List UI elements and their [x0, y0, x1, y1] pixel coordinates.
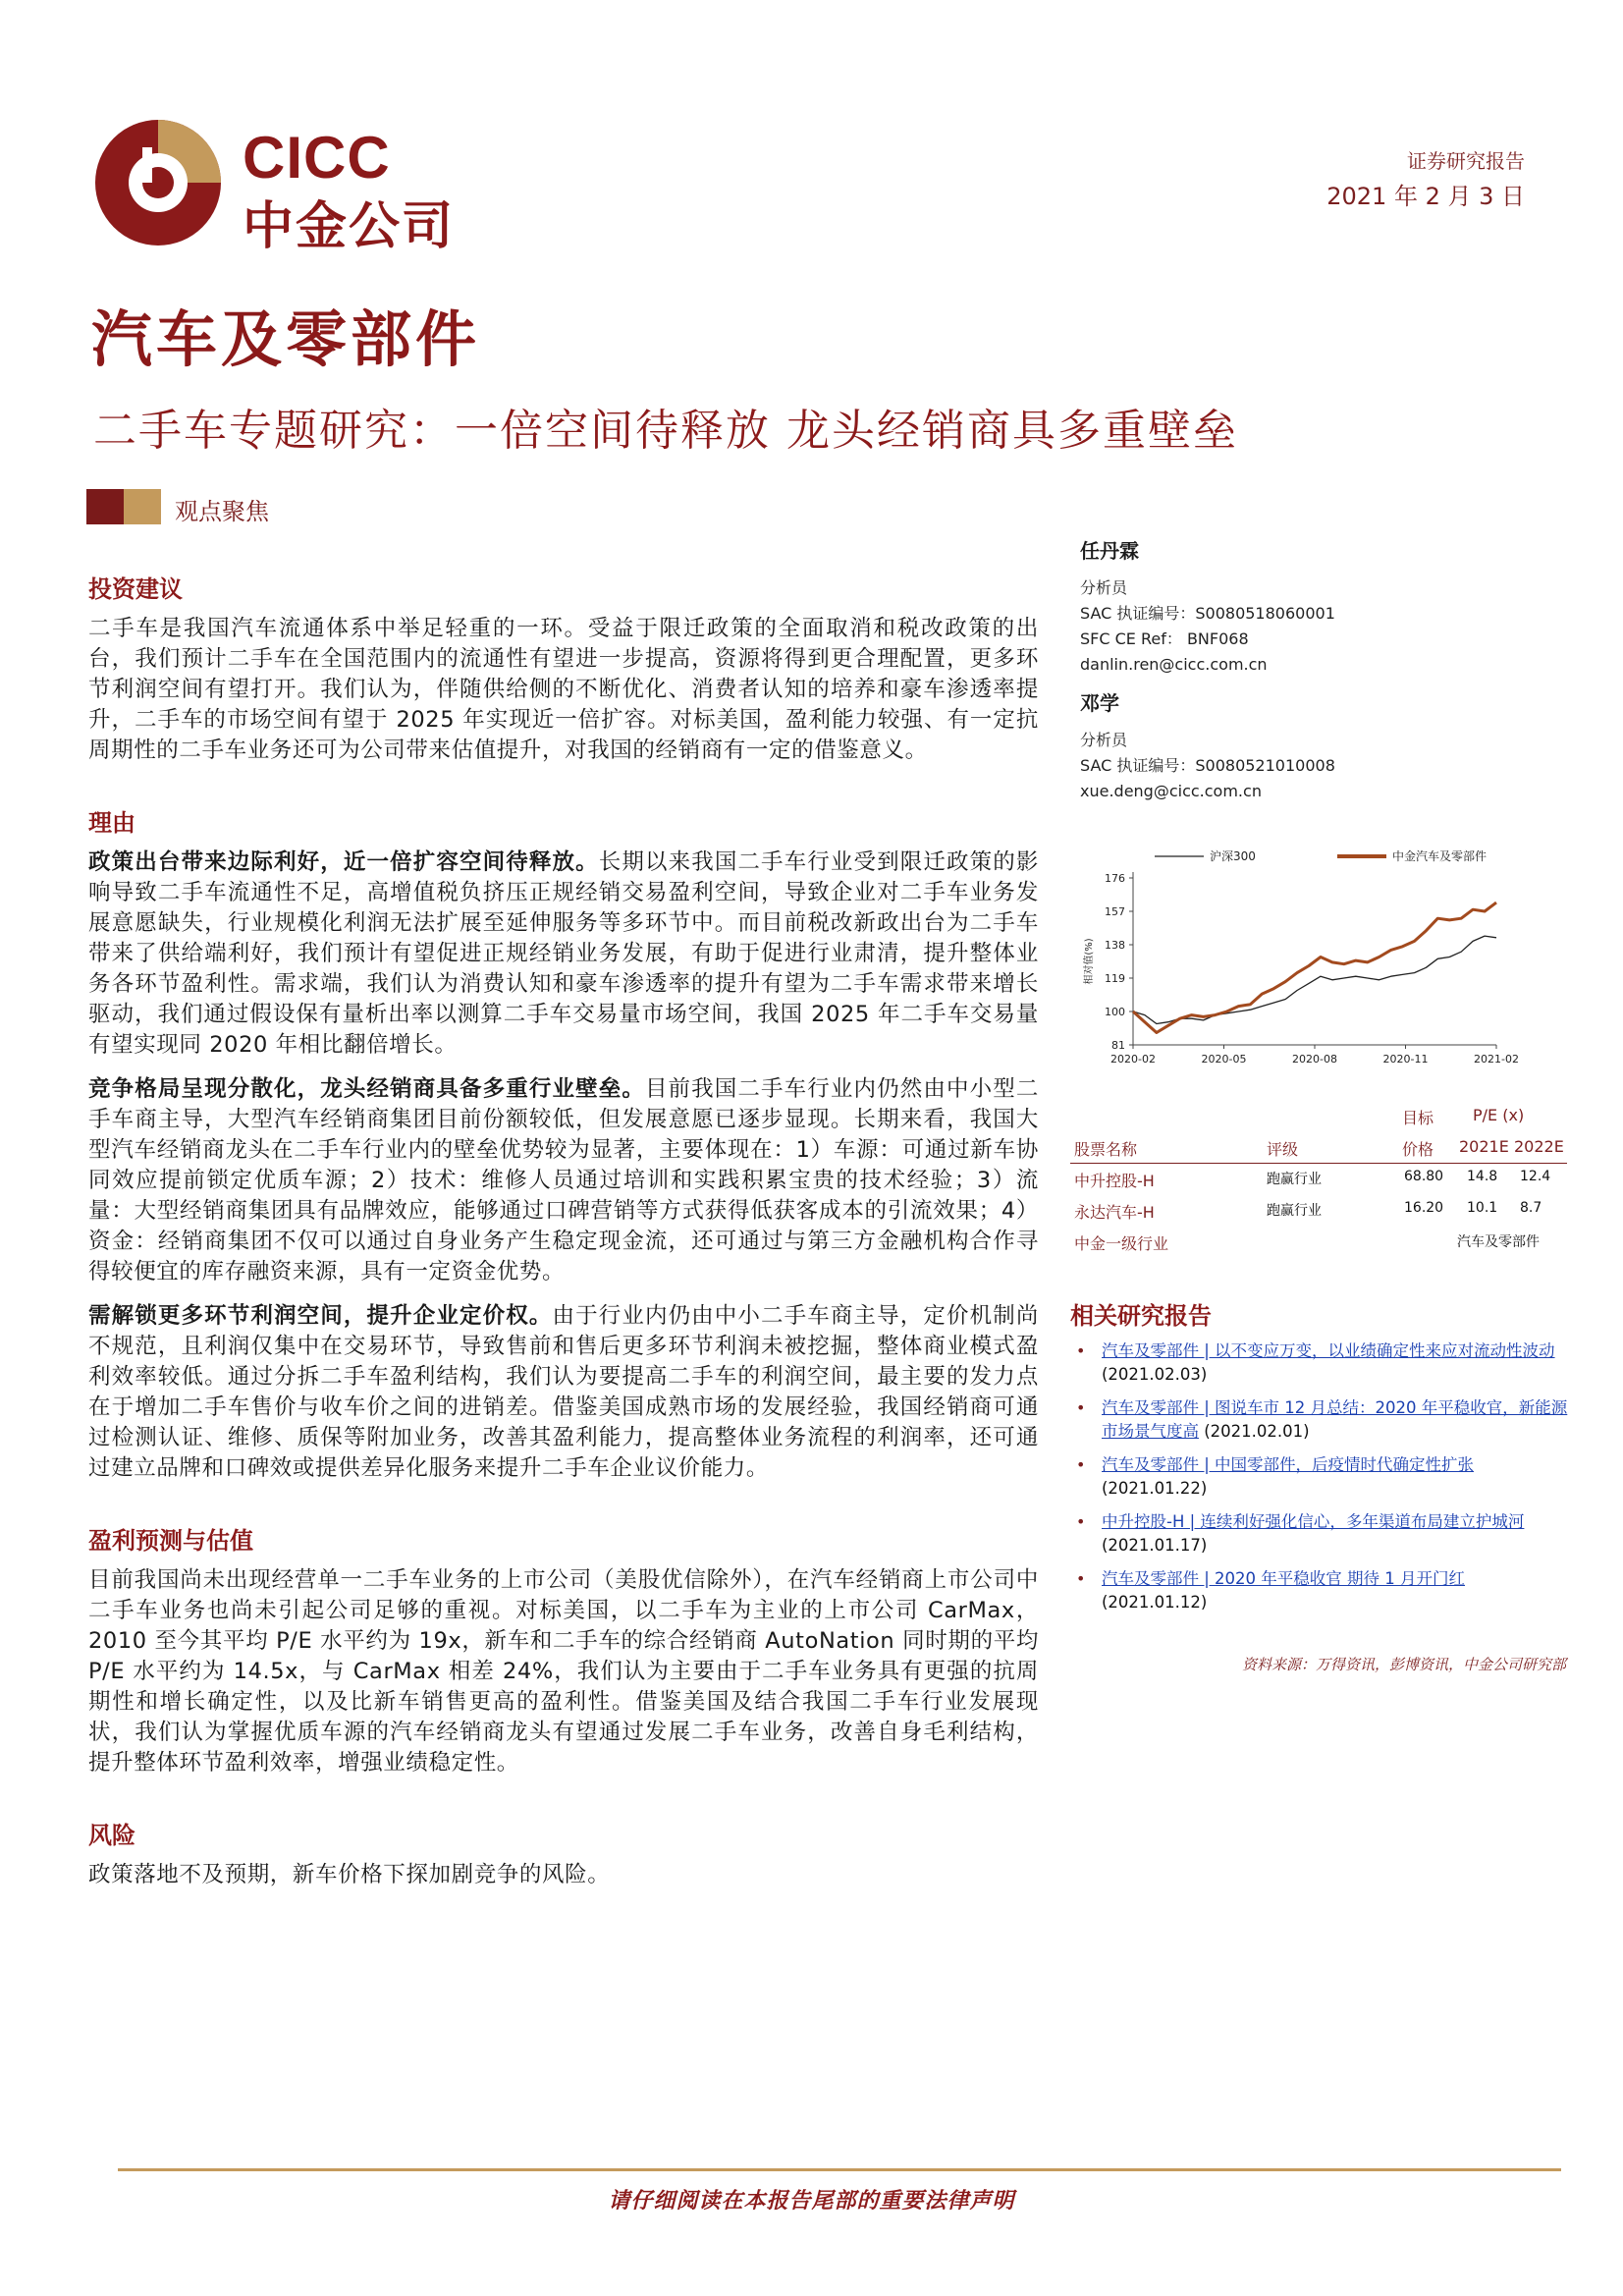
- list-item: [1072, 1339, 1569, 1387]
- reason-paragraph-1: [88, 847, 1039, 1061]
- source-note: 资料来源：万得资讯，彭博资讯，中金公司研究部: [1241, 1656, 1566, 1673]
- tag-marker: [86, 489, 161, 524]
- analyst-sfc: SFC CE Ref： BNF068: [1080, 629, 1249, 648]
- bullet-icon: •: [1076, 1512, 1086, 1531]
- y-tick-label: 100: [1105, 1006, 1125, 1018]
- stock-rating: 跑赢行业: [1267, 1172, 1322, 1187]
- bullet-icon: •: [1076, 1398, 1086, 1417]
- reason-paragraph-3: [88, 1301, 1039, 1484]
- analyst-role: 分析员: [1080, 578, 1128, 597]
- stock-price: 68.80: [1404, 1169, 1444, 1184]
- related-report-date: (2021.01.12): [1102, 1593, 1208, 1612]
- related-reports-title: 相关研究报告: [1070, 1302, 1212, 1330]
- y-axis-label: 相对值(%): [1084, 938, 1095, 985]
- cicc-logo-mark-icon: [93, 118, 223, 247]
- cicc-logo: [93, 118, 457, 255]
- related-report-date: (2021.01.22): [1102, 1479, 1208, 1498]
- col-name-label: 股票名称: [1074, 1140, 1138, 1159]
- table-head-row-2: [1070, 1131, 1567, 1163]
- analyst-sac: SAC 执证编号：S0080518060001: [1080, 604, 1335, 623]
- section-title-valuation: 盈利预测与估值: [88, 1527, 253, 1555]
- reason-p1-text: 长期以来我国二手车行业受到限迁政策的影响导致二手车流通性不足，高增值税负挤压正规经销交易盈利空间，导致企业对二手车业务发展意愿缺失，行业规模化利润无法扩展至延伸服务等多环节中。而目前税改新政出台为二手车带来了供给端利好，我们预计有望促进正规经销业务发展，有助于促进行业肃清，提升整体业务各环节盈利性。需求端，我们认为消费认知和豪车渗透率的提升有望为二手车需求带来增长驱动，我们通过假设保有量析出率以测算二手车交易量市场空间，我国 2025 年二手车交易量有望实现同 2020 年相比翻倍增长。: [88, 849, 1040, 1058]
- valuation-body: 目前我国尚未出现经营单一二手车业务的上市公司（美股优信除外），在汽车经销商上市公司中二手车业务也尚未引起公司足够的重视。对标美国，以二手车为主业的上市公司 CarMax，2010 至今其平均 P/E 水平约为 19x，新车和二手车的综合经销商 AutoNation 同时期的平均 P/E 水平约为 14.5x，与 CarMax 相差 24%，我们认为主要由于二手车业务具有更强的抗周期性和增长确定性，以及比新车销售更高的盈利性。借鉴美国及结合我国二手车行业发展现状，我们认为掌握优质车源的汽车经销商龙头有望通过发展二手车业务，改善自身毛利结构，提升整体环节盈利效率，增强业绩稳定性。: [88, 1567, 1039, 1776]
- col-pe-label: P/E (x): [1473, 1106, 1525, 1124]
- legend-label: 沪深300: [1210, 849, 1256, 863]
- related-reports-list: [1072, 1339, 1569, 1624]
- y-tick-label: 119: [1105, 972, 1125, 985]
- y-tick-label: 176: [1105, 872, 1125, 885]
- related-report-link[interactable]: 汽车及零部件 | 2020 年平稳收官 期待 1 月开门红: [1102, 1569, 1466, 1588]
- legend-label: 中金汽车及零部件: [1392, 849, 1488, 863]
- chart-svg: [1072, 845, 1571, 1080]
- stock-name: 永达汽车-H: [1074, 1203, 1155, 1222]
- col-2021e-label: 2021E: [1459, 1137, 1509, 1156]
- reason-p3-lead: 需解锁更多环节利润空间，提升企业定价权。: [88, 1303, 553, 1329]
- x-tick-label: 2020-11: [1382, 1053, 1429, 1066]
- stock-price: 16.20: [1404, 1200, 1444, 1216]
- invest-body: 二手车是我国汽车流通体系中举足轻重的一环。受益于限迁政策的全面取消和税改政策的出台，我们预计二手车在全国范围内的流通性有望进一步提高，资源将得到更合理配置，更多环节利润空间有望打开。我们认为，伴随供给侧的不断优化、消费者认知的培养和豪车渗透率提升，二手车的市场空间有望于 2025 年实现近一倍扩容。对标美国，盈利能力较强、有一定抗周期性的二手车业务还可为公司带来估值提升，对我国的经销商有一定的借鉴意义。: [88, 616, 1039, 763]
- y-tick-label: 138: [1105, 939, 1125, 952]
- bullet-icon: •: [1076, 1455, 1086, 1474]
- related-report-link[interactable]: 汽车及零部件 | 图说车市 12 月总结：2020 年平稳收官，新能源市场景气度高: [1102, 1398, 1568, 1441]
- reason-p1-lead: 政策出台带来边际利好，近一倍扩容空间待释放。: [88, 849, 599, 875]
- table-row-industry: [1070, 1226, 1567, 1257]
- related-report-date: (2021.02.03): [1102, 1365, 1208, 1384]
- col-price-label: 价格: [1402, 1140, 1434, 1159]
- related-report-link[interactable]: 中升控股-H | 连续利好强化信心，多年渠道布局建立护城河: [1102, 1512, 1525, 1531]
- analyst-name: 任丹霖: [1080, 539, 1139, 563]
- x-tick-label: 2021-02: [1474, 1053, 1519, 1066]
- list-item: [1072, 1396, 1569, 1444]
- analyst-name: 邓学: [1080, 691, 1119, 715]
- relative-performance-chart: [1072, 845, 1571, 1080]
- x-tick-label: 2020-08: [1292, 1053, 1337, 1066]
- stock-rating: 跑赢行业: [1267, 1203, 1322, 1219]
- bullet-icon: •: [1076, 1341, 1086, 1360]
- stock-pe-2022: 12.4: [1520, 1169, 1551, 1184]
- risk-body: 政策落地不及预期，新车价格下探加剧竞争的风险。: [88, 1862, 611, 1887]
- stock-table: [1070, 1100, 1567, 1257]
- reason-p2-lead: 竞争格局呈现分散化，龙头经销商具备多重行业壁垒。: [88, 1076, 645, 1102]
- analyst-panel: [1080, 535, 1571, 808]
- section-title-reason: 理由: [88, 809, 135, 837]
- series-line: [1133, 902, 1496, 1032]
- analyst-card: [1080, 687, 1571, 804]
- table-row: [1070, 1194, 1567, 1226]
- industry-value: 汽车及零部件: [1457, 1234, 1540, 1250]
- report-headline: 二手车专题研究：一倍空间待释放 龙头经销商具多重壁垒: [93, 406, 1238, 456]
- list-item: [1072, 1567, 1569, 1614]
- stock-name: 中升控股-H: [1074, 1172, 1155, 1190]
- analyst-sac: SAC 执证编号：S0080521010008: [1080, 756, 1335, 775]
- col-target-label: 目标: [1402, 1109, 1434, 1127]
- related-report-link[interactable]: 汽车及零部件 | 以不变应万变，以业绩确定性来应对流动性波动: [1102, 1341, 1555, 1360]
- section-title-risk: 风险: [88, 1822, 135, 1849]
- report-date: 2021 年 2 月 3 日: [1326, 183, 1525, 210]
- related-report-link[interactable]: 汽车及零部件 | 中国零部件，后疫情时代确定性扩张: [1102, 1455, 1475, 1474]
- main-column: [88, 570, 1039, 1890]
- reason-p3-text: 由于行业内仍由中小二手车商主导，定价机制尚不规范，且利润仅集中在交易环节，导致售前和售后更多环节利润未被挖掘，整体商业模式盈利效率较低。通过分拆二手车盈利结构，我们认为要提高二手车的利润空间，最主要的发力点在于增加二手车售价与收车价之间的进销差。借鉴美国成熟市场的发展经验，我国经销商可通过检测认证、维修、质保等附加业务，改善其盈利能力，提高整体业务流程的利润率，还可通过建立品牌和口碑效或提供差异化服务来提升二手车企业议价能力。: [88, 1303, 1039, 1481]
- list-item: [1072, 1510, 1569, 1558]
- x-tick-label: 2020-02: [1110, 1053, 1156, 1066]
- reason-paragraph-2: [88, 1074, 1039, 1287]
- logo-text-cn: 中金公司: [243, 197, 456, 256]
- stock-pe-2021: 10.1: [1467, 1200, 1498, 1216]
- series-line: [1133, 936, 1496, 1023]
- industry-title: 汽车及零部件: [91, 303, 481, 375]
- stock-pe-2022: 8.7: [1520, 1200, 1542, 1216]
- col-rating-label: 评级: [1267, 1140, 1299, 1159]
- report-type: 证券研究报告: [1407, 149, 1525, 173]
- related-report-date: (2021.01.17): [1102, 1536, 1208, 1555]
- table-head-row-1: [1070, 1100, 1567, 1131]
- reason-p2-text: 目前我国二手车行业内仍然由中小型二手车商主导，大型汽车经销商集团目前份额较低，但发展意愿已逐步显现。长期来看，我国大型汽车经销商龙头在二手车行业内的壁垒优势较为显著，主要体现在：1）车源：可通过新车协同效应提前锁定优质车源；2）技术：维修人员通过培训和实践积累宝贵的技术经验；3）流量：大型经销商集团具有品牌效应，能够通过口碑营销等方式获得低获客成本的引流效果；4）资金：经销商集团不仅可以通过自身业务产生稳定现金流，还可通过与第三方金融机构合作寻得较便宜的库存融资来源，具有一定资金优势。: [88, 1076, 1039, 1285]
- related-report-date: (2021.02.01): [1204, 1422, 1310, 1441]
- stock-pe-2021: 14.8: [1467, 1169, 1498, 1184]
- analyst-email[interactable]: danlin.ren@cicc.com.cn: [1080, 655, 1268, 674]
- x-tick-label: 2020-05: [1201, 1053, 1247, 1066]
- col-2022e-label: 2022E: [1514, 1137, 1564, 1156]
- footer-divider: [118, 2168, 1561, 2171]
- tag-label: 观点聚焦: [175, 498, 269, 525]
- y-tick-label: 81: [1111, 1039, 1125, 1052]
- bullet-icon: •: [1076, 1569, 1086, 1588]
- footer-disclaimer: 请仔细阅读在本报告尾部的重要法律声明: [608, 2189, 1015, 2214]
- logo-text-en: CICC: [243, 125, 391, 191]
- section-title-invest: 投资建议: [88, 575, 183, 603]
- analyst-card: [1080, 535, 1571, 678]
- y-tick-label: 157: [1105, 905, 1125, 918]
- industry-label: 中金一级行业: [1074, 1234, 1169, 1253]
- analyst-email[interactable]: xue.deng@cicc.com.cn: [1080, 782, 1262, 800]
- analyst-role: 分析员: [1080, 731, 1128, 749]
- list-item: [1072, 1453, 1569, 1501]
- table-row: [1070, 1163, 1567, 1194]
